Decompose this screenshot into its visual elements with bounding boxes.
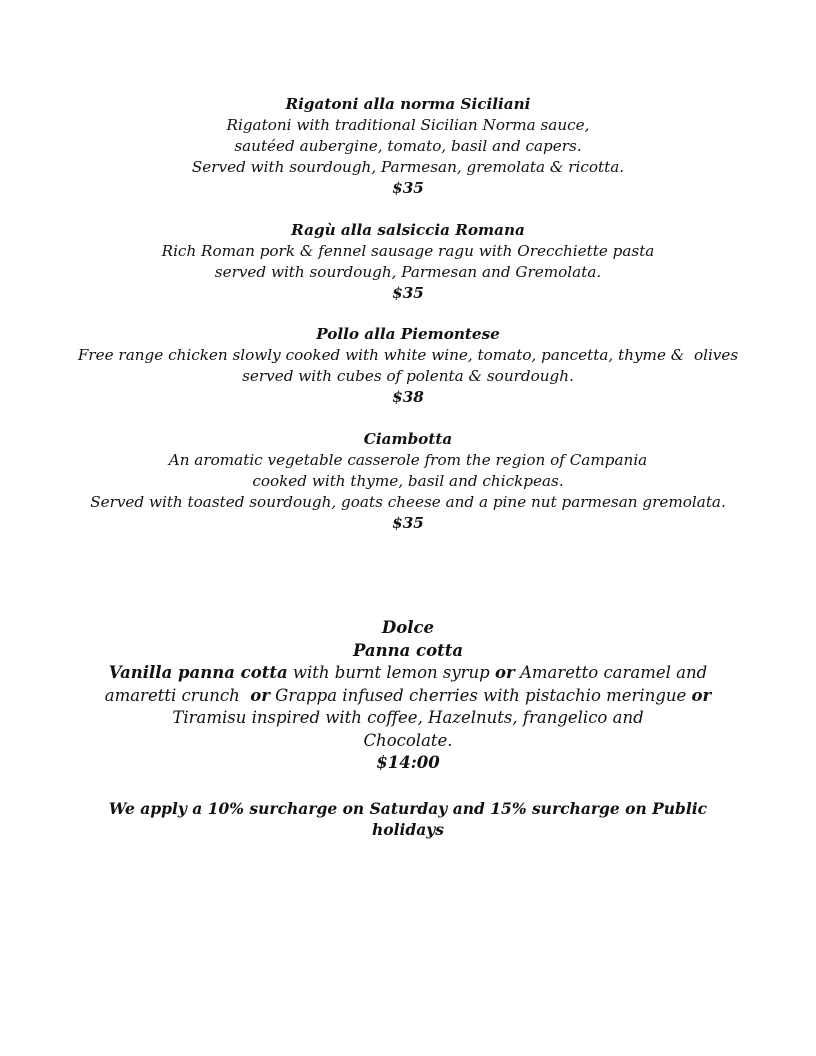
- dish-description-line: cooked with thyme, basil and chickpeas.: [252, 472, 564, 490]
- dessert-text: with burnt lemon syrup: [287, 663, 495, 682]
- dish-name: Rigatoni alla norma Siciliani: [285, 95, 531, 113]
- dish-description-line: Served with sourdough, Parmesan, gremolata & ricotta.: [191, 158, 625, 176]
- dessert-text: Grappa infused cherries with pistachio meringue: [269, 685, 692, 705]
- dessert-description-line: [0, 685, 816, 708]
- dish-description-line: An aromatic vegetable casserole from the region of Campania: [168, 451, 648, 469]
- dish-description-line: Rich Roman pork & fennel sausage ragu with Orecchiette pasta: [161, 242, 655, 260]
- dish-description-line: served with cubes of polenta & sourdough.: [242, 367, 574, 385]
- or-word: or: [250, 685, 270, 705]
- dish-name: Ciambotta: [363, 430, 453, 448]
- dish-price: $35: [392, 284, 424, 302]
- dish-name: Ragù alla salsiccia Romana: [291, 221, 525, 239]
- section-title: Dolce: [381, 618, 435, 637]
- dish-rigatoni: [0, 94, 816, 199]
- dish-ragu: [0, 220, 816, 304]
- dish-price: $38: [392, 388, 424, 406]
- dish-description-line: sautéed aubergine, tomato, basil and capers.: [234, 137, 582, 155]
- dessert-price: $14:00: [376, 753, 440, 772]
- dessert-highlight: Vanilla panna cotta: [108, 663, 288, 682]
- surcharge-line: holidays: [372, 820, 444, 839]
- surcharge-line: We apply a 10% surcharge on Saturday and 15% surcharge on Public: [108, 799, 708, 818]
- dish-description-line: Rigatoni with traditional Sicilian Norma sauce,: [226, 116, 590, 134]
- dessert-text: Amaretto caramel and: [514, 663, 708, 682]
- dish-description-line: Served with toasted sourdough, goats cheese and a pine nut parmesan gremolata.: [90, 493, 726, 511]
- dessert-text: amaretti crunch: [104, 685, 251, 705]
- dessert-description-line: Chocolate.: [363, 730, 453, 750]
- dish-price: $35: [392, 179, 424, 197]
- dessert-name: Panna cotta: [352, 640, 464, 660]
- dessert-section: [0, 617, 816, 775]
- dish-name: Pollo alla Piemontese: [316, 325, 500, 343]
- dish-pollo: [0, 324, 816, 408]
- or-word: or: [691, 685, 712, 705]
- dish-price: $35: [392, 514, 424, 532]
- surcharge-note: [0, 798, 816, 840]
- dessert-description-line: Tiramisu inspired with coffee, Hazelnuts, frangelico and: [172, 708, 644, 727]
- dessert-description-line: [0, 662, 816, 685]
- dish-ciambotta: [0, 429, 816, 534]
- or-word: or: [495, 663, 515, 682]
- dish-description-line: served with sourdough, Parmesan and Gremolata.: [214, 263, 602, 281]
- dish-description-line: Free range chicken slowly cooked with white wine, tomato, pancetta, thyme & olives: [77, 346, 739, 364]
